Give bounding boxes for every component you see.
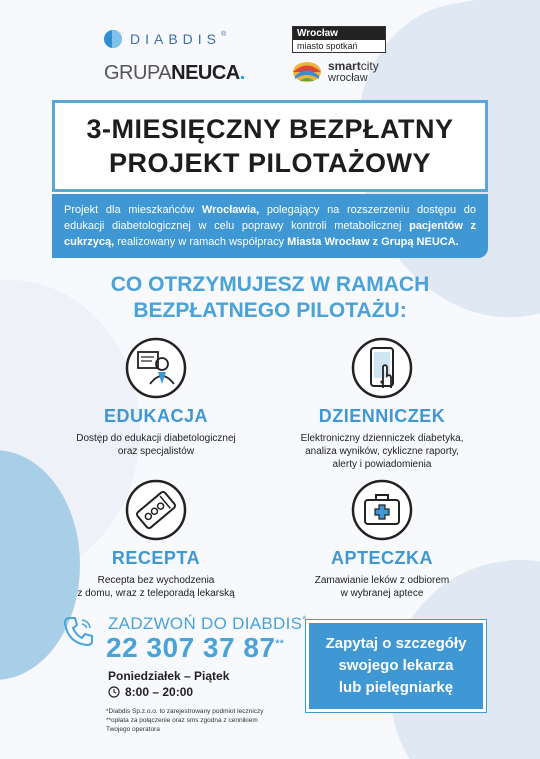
contact-label-text: ZADZWOŃ DO DIABDIS — [108, 614, 303, 633]
feature-description — [282, 574, 482, 600]
ask-line: Zapytaj o szczegóły — [325, 635, 467, 652]
intro-part: Projekt dla mieszkańców — [64, 204, 202, 216]
smartcity-globe-icon — [292, 61, 322, 83]
feature-description — [56, 574, 256, 600]
feature-description-line: alerty i powiadomienia — [332, 459, 432, 470]
feature-description-line: Zamawianie leków z odbiorem — [314, 575, 450, 586]
intro-text — [52, 194, 488, 258]
feature-description-line: w wybranej aptece — [340, 588, 424, 599]
diabdis-logo-text: DIABDIS — [130, 31, 222, 47]
feature-description-line: Elektroniczny dzienniczek diabetyka, — [300, 433, 464, 444]
footnotes — [106, 707, 264, 734]
title-box — [52, 100, 488, 192]
feature-description-line: analiza wyników, cykliczne raporty, — [305, 446, 459, 457]
phone-number-text[interactable]: 22 307 37 87 — [106, 632, 276, 663]
page-title — [86, 112, 453, 180]
feature-title: EDUKACJA — [103, 406, 208, 426]
wroclaw-logo-name: Wrocław — [293, 27, 385, 40]
footnote-line: **opłata za połączenie oraz sms zgodna z cennikiem — [106, 717, 258, 724]
feature-description — [282, 432, 482, 471]
smartcity-smart-text: smart — [328, 59, 361, 73]
feature-title: APTECZKA — [331, 548, 433, 568]
smartcity-city-name: wrocław — [328, 72, 368, 84]
grupa-text: GRUPA — [104, 62, 172, 84]
opening-hours-text: 8:00 – 20:00 — [125, 685, 194, 699]
feature-edukacja — [56, 336, 256, 458]
intro-part: polegający na rozszerzeniu dostępu do edukacji diabetologicznej w celu poprawy kontroli metabolicznej — [64, 204, 476, 232]
footnote-mark: ** — [275, 638, 285, 650]
feature-title: DZIENNICZEK — [318, 406, 446, 426]
feature-title: RECEPTA — [111, 548, 201, 568]
feature-apteczka — [282, 478, 482, 600]
feature-description-line: Dostęp do edukacji diabetologicznej — [76, 433, 236, 444]
pill-icon — [124, 478, 188, 542]
smartphone-icon — [350, 336, 414, 400]
intro-part: realizowany w ramach współpracy — [114, 236, 288, 248]
diabdis-logo-mark — [104, 30, 122, 48]
footnote-line: *Diabdis Sp.z.o.o. to zarejestrowany podmiot leczniczy — [106, 708, 264, 715]
phone-number[interactable] — [106, 632, 284, 664]
neuca-text: NEUCA — [171, 62, 240, 84]
phone-icon — [62, 614, 96, 648]
section-heading-line-1: CO OTRZYMUJESZ W RAMACH — [110, 273, 430, 296]
wroclaw-logo — [292, 26, 386, 53]
diabdis-logo — [104, 30, 226, 48]
smartcity-city-text: city — [360, 59, 379, 73]
contact-label — [108, 614, 307, 634]
feature-description-line: z domu, wraz z teleporadą lekarską — [77, 588, 235, 599]
feature-recepta — [56, 478, 256, 600]
clock-icon — [108, 686, 120, 698]
feature-description-line: Recepta bez wychodzenia — [97, 575, 215, 586]
feature-description-line: oraz specjalistów — [117, 446, 195, 457]
teacher-icon — [124, 336, 188, 400]
ask-line: lub pielęgniarkę — [338, 679, 454, 696]
intro-bold: Miasta Wrocław z Grupą NEUCA. — [287, 236, 459, 248]
footnote-mark: * — [302, 614, 307, 626]
title-line-2: PROJEKT PILOTAŻOWY — [108, 148, 431, 178]
ask-doctor-box — [306, 620, 486, 712]
section-heading — [0, 272, 540, 324]
ask-line: swojego lekarza — [338, 657, 454, 674]
title-line-1: 3-MIESIĘCZNY BEZPŁATNY — [86, 114, 454, 144]
intro-bold: pacjentów z cukrzycą, — [64, 220, 477, 248]
intro-bold: Wrocławia, — [201, 204, 260, 216]
section-heading-line-2: BEZPŁATNEGO PILOTAŻU: — [133, 299, 407, 322]
grupa-neuca-logo: GRUPANEUCA. — [104, 62, 245, 84]
opening-hours — [108, 685, 193, 699]
wroclaw-logo-tagline: miasto spotkań — [297, 41, 358, 51]
feature-dzienniczek — [282, 336, 482, 471]
first-aid-kit-icon — [350, 478, 414, 542]
smartcity-logo — [292, 60, 379, 84]
opening-days: Poniedziałek – Piątek — [108, 669, 230, 683]
footnote-line: Twojego operatora — [106, 726, 160, 733]
registered-mark: ® — [221, 31, 227, 38]
feature-description — [56, 432, 256, 458]
